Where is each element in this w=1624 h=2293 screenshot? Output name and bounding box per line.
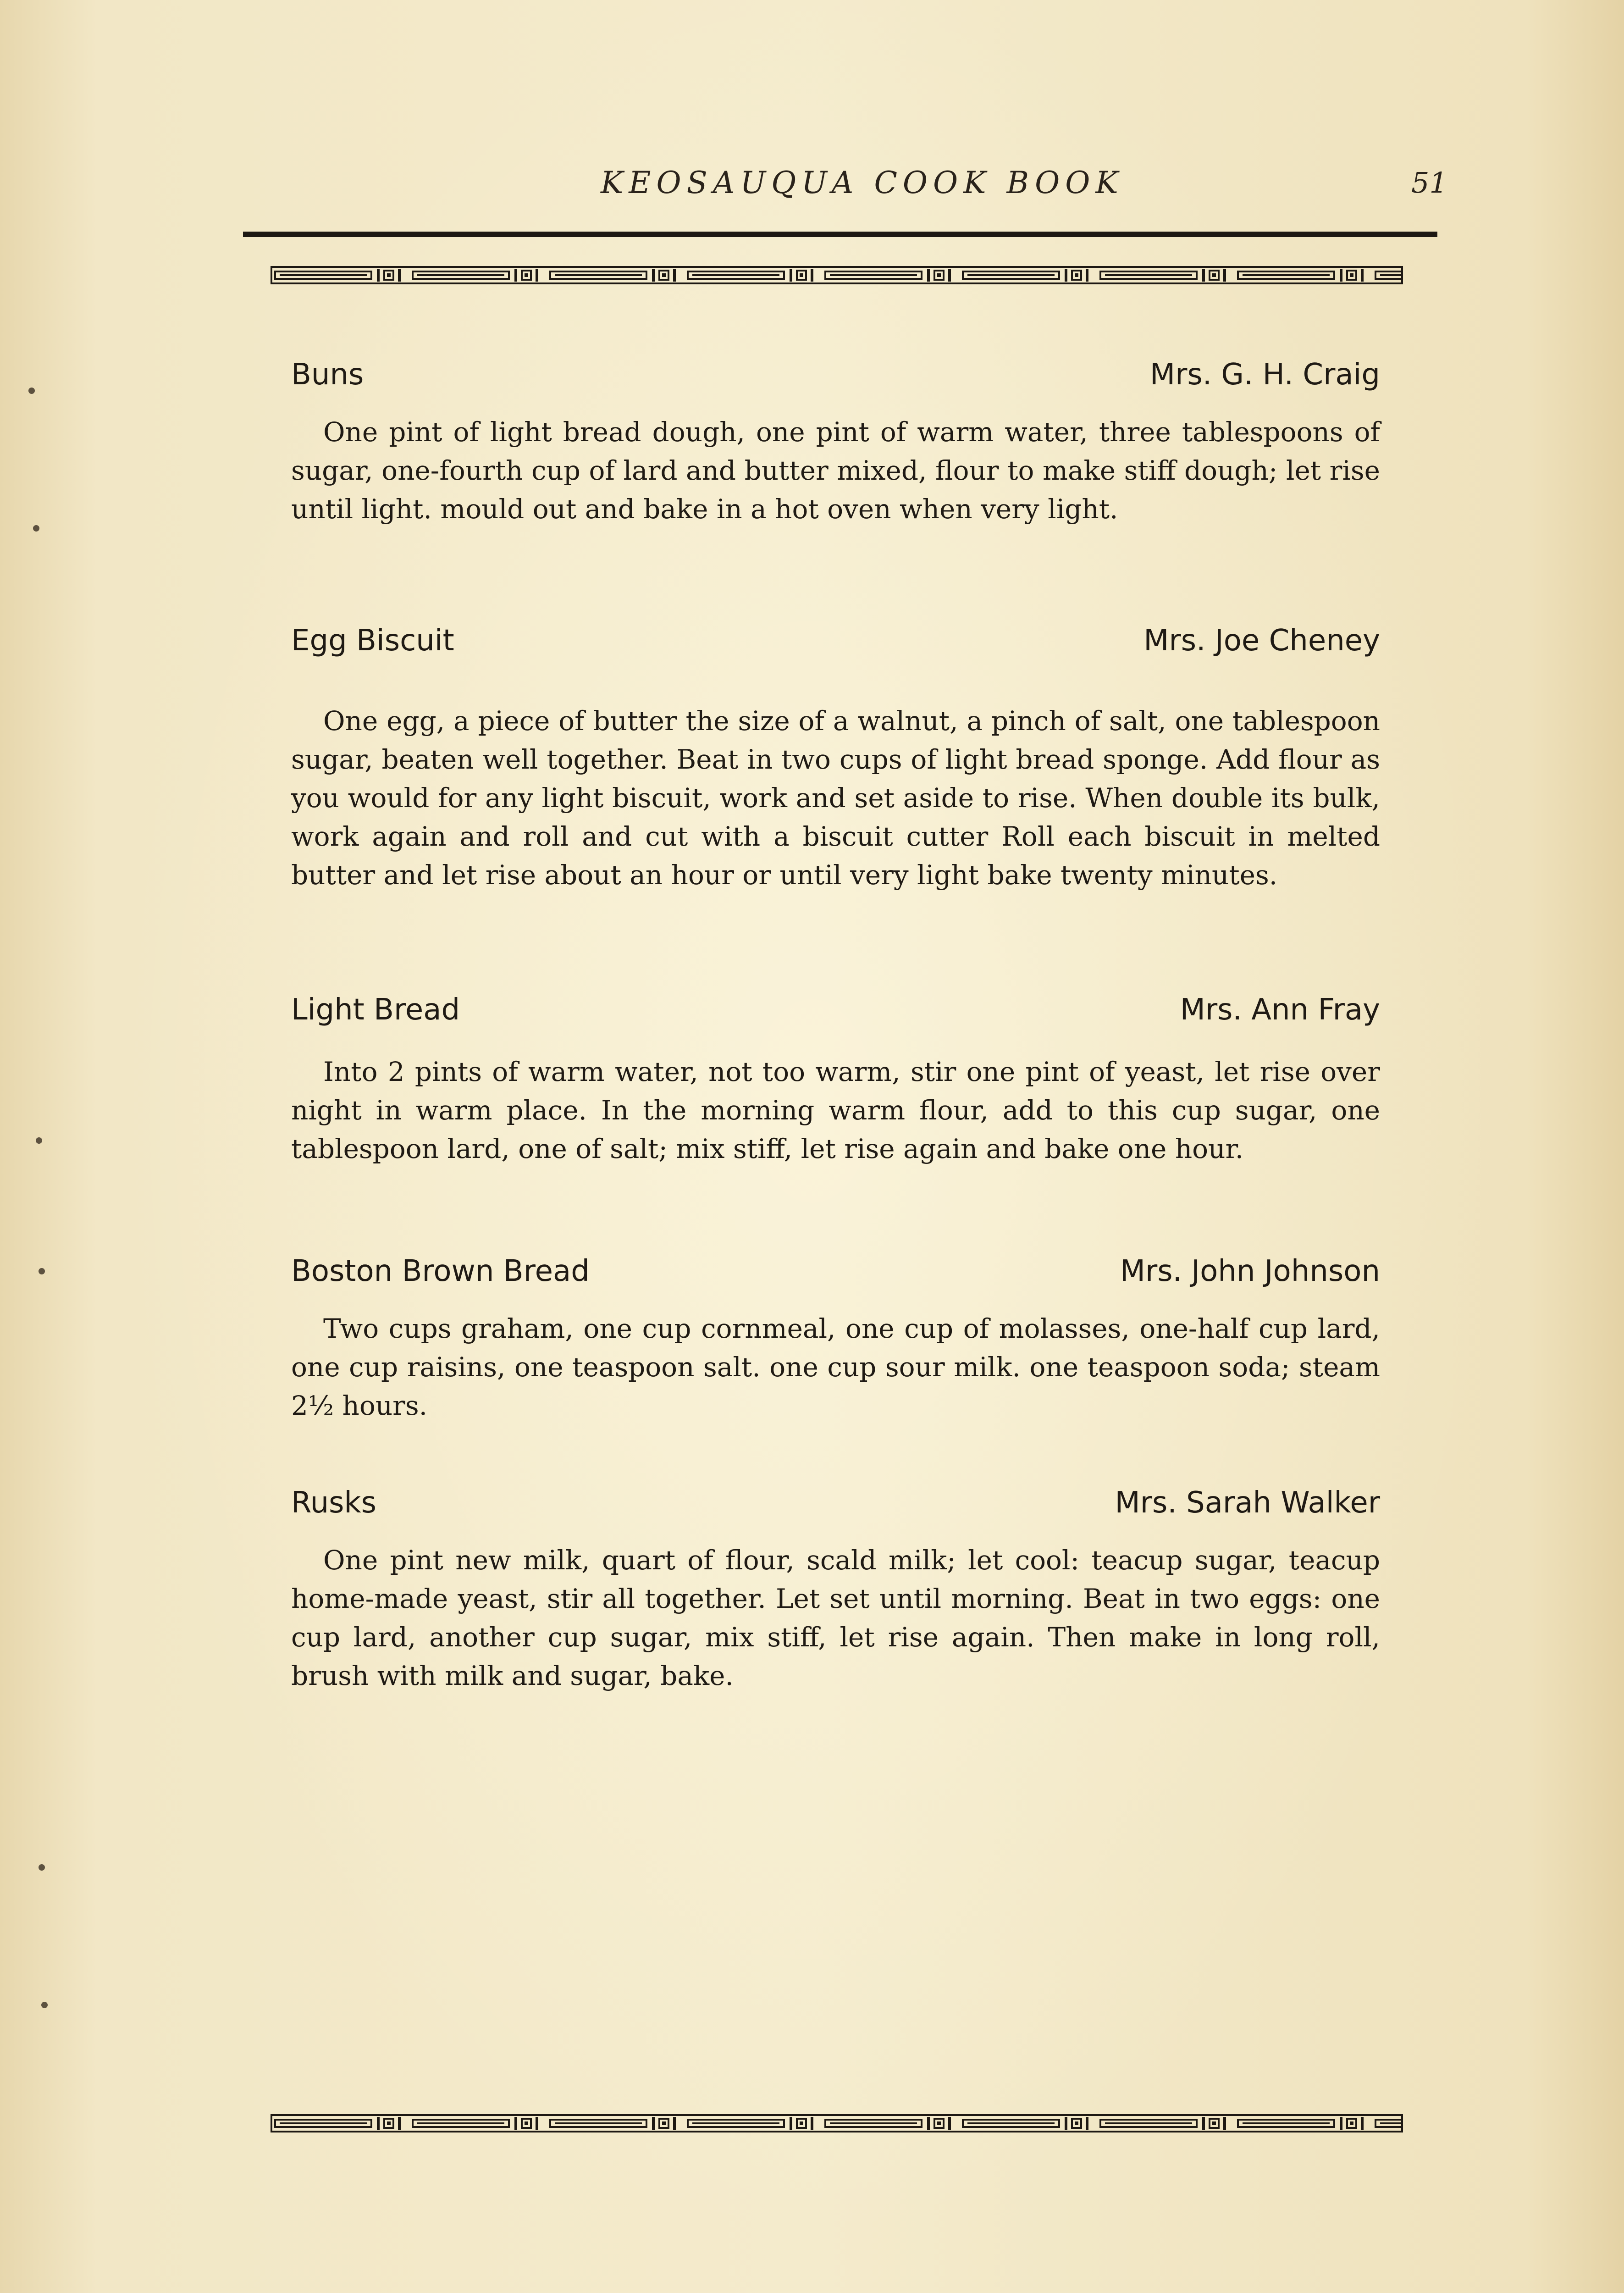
recipe-text: Two cups graham, one cup cornmeal, one cup of molasses, one-half cup lard, one cup raisins, one teaspoon salt. one cup sour milk. one teaspoon soda; steam 2½ hours.: [291, 1313, 1380, 1421]
recipe-title: Buns: [291, 358, 364, 392]
binding-hole-mark: [28, 388, 35, 394]
recipe-header: [291, 358, 1380, 404]
recipe-rusks: [291, 1486, 1380, 1691]
ornament-pattern-top: [271, 265, 1403, 285]
binding-hole-mark: [39, 1864, 45, 1871]
binding-hole-mark: [41, 2002, 48, 2008]
recipe-text: One egg, a piece of butter the size of a walnut, a pinch of salt, one tablespoon sugar, beaten well together. Beat in two cups of light bread sponge. Add flour as you would for any light biscuit, work and set aside to rise. When double its bulk, work again and roll and cut with a biscuit cutter Roll each biscuit in melted butter and let rise about an hour or until very light bake twenty minutes.: [291, 705, 1380, 891]
binding-hole-mark: [36, 1137, 42, 1144]
recipe-header: [291, 624, 1380, 670]
recipe-title: Rusks: [291, 1486, 376, 1520]
recipe-header: [291, 1254, 1380, 1300]
binding-hole-mark: [39, 1268, 45, 1274]
recipe-author: Mrs. Sarah Walker: [1115, 1486, 1380, 1520]
recipe-header: [291, 993, 1380, 1039]
recipe-text: Into 2 pints of warm water, not too warm, stir one pint of yeast, let rise over night in warm place. In the morning warm flour, add to this cup sugar, one tablespoon lard, one of salt; mix stiff, let rise again and bake one hour.: [291, 1056, 1380, 1164]
recipe-boston-brown-bread: [291, 1254, 1380, 1421]
recipe-egg-biscuit: [291, 624, 1380, 891]
recipe-author: Mrs. Joe Cheney: [1143, 624, 1380, 658]
recipe-author: Mrs. Ann Fray: [1180, 993, 1380, 1027]
book-title: KEOSAUQUA COOK BOOK: [601, 165, 1124, 200]
recipe-author: Mrs. John Johnson: [1120, 1254, 1380, 1288]
ornament-pattern-bottom: [271, 2113, 1403, 2133]
page-number: 51: [1411, 166, 1447, 199]
running-head: [0, 165, 1624, 216]
header-rule: [243, 232, 1437, 237]
recipe-title: Light Bread: [291, 993, 460, 1027]
recipe-text: One pint of light bread dough, one pint of warm water, three tablespoons of sugar, one-fourth cup of lard and butter mixed, flour to make stiff dough; let rise until light. mould out and bake in a hot oven when very light.: [291, 416, 1380, 525]
binding-hole-mark: [33, 525, 39, 532]
recipe-title: Egg Biscuit: [291, 624, 454, 658]
recipe-header: [291, 1486, 1380, 1532]
ornamental-border-bottom: [271, 2113, 1403, 2133]
recipe-text: One pint new milk, quart of flour, scald milk; let cool: teacup sugar, teacup home-made yeast, stir all together. Let set until morning. Beat in two eggs: one cup lard, another cup sugar, mix stiff, let rise again. Then make in long roll, brush with milk and sugar, bake.: [291, 1545, 1380, 1691]
recipe-author: Mrs. G. H. Craig: [1149, 358, 1380, 392]
recipe-title: Boston Brown Bread: [291, 1254, 590, 1288]
recipe-buns: [291, 358, 1380, 525]
ornamental-border-top: [271, 265, 1403, 285]
recipe-light-bread: [291, 993, 1380, 1164]
